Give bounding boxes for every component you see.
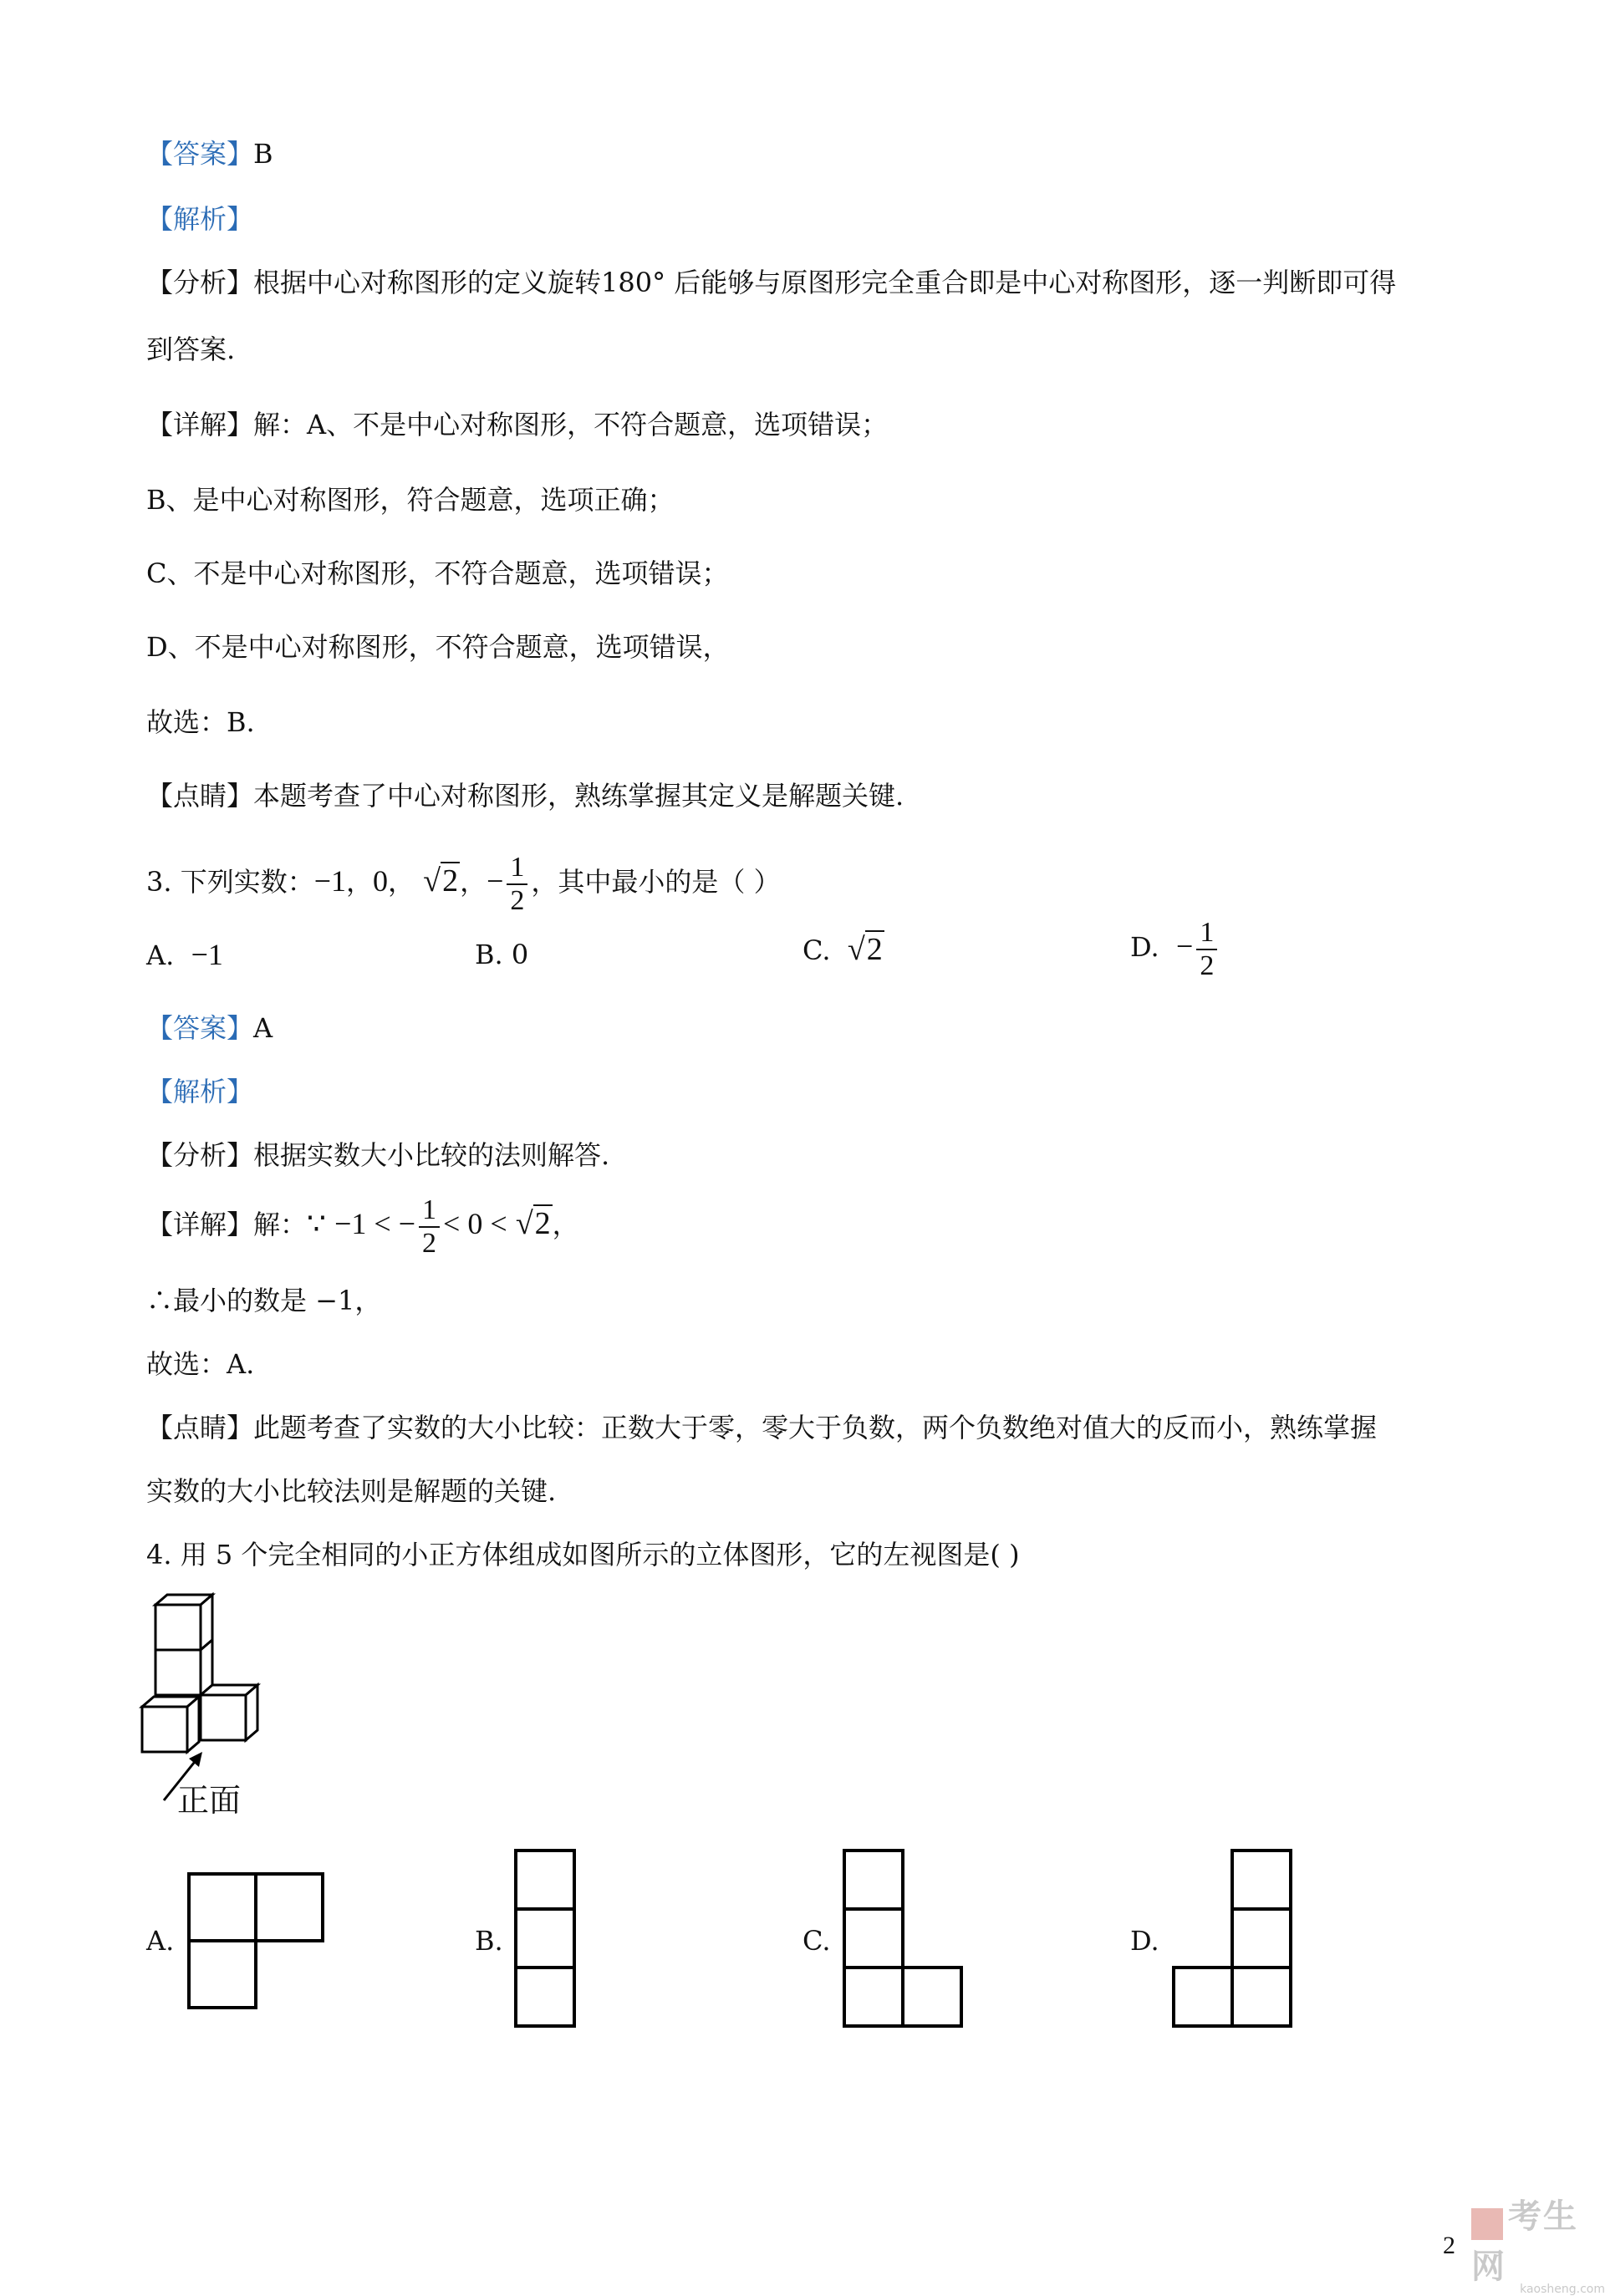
sqrt-sign-icon: √ xyxy=(847,932,865,967)
ineq-part-a: −1 < − xyxy=(334,1207,416,1240)
fenxi-tag: 【分析】 xyxy=(146,267,254,298)
page-number: 2 xyxy=(1443,2232,1455,2259)
q3-fraction xyxy=(507,852,527,917)
jiexi-tag: 【解析】 xyxy=(146,203,254,235)
sqrt-sign-icon: √ xyxy=(515,1206,533,1241)
kaosheng-logo-icon xyxy=(1471,2208,1503,2240)
ineq-num: 1 xyxy=(419,1194,440,1228)
guxuan-q2: 故选：B. xyxy=(146,706,255,738)
q3-sqrt xyxy=(423,862,460,899)
dianjing-tag: 【点睛】 xyxy=(146,780,254,812)
q3-therefore: ∴最小的数是 −1， xyxy=(146,1285,382,1316)
q3-num2: 0 xyxy=(373,864,389,898)
answer-value: A xyxy=(253,1012,273,1044)
line-b: B、是中心对称图形，符合题意，选项正确； xyxy=(146,484,675,516)
q3-opt-c-radicand: 2 xyxy=(866,932,883,967)
q3-num1: −1 xyxy=(313,864,347,898)
q3-sep3: ， xyxy=(460,866,487,898)
q3-prefix: 3. 下列实数： xyxy=(146,866,314,898)
line-d: D、不是中心对称图形，不符合题意，选项错误， xyxy=(146,631,730,663)
answer-tag: 【答案】 xyxy=(146,1012,254,1044)
dianjing-q2 xyxy=(146,777,904,814)
fenxi-text: 根据实数大小比较的法则解答. xyxy=(253,1139,610,1171)
q4-opt-a-label: A. xyxy=(146,1925,175,1957)
q4-opt-c-label: C. xyxy=(802,1925,831,1957)
q3-option-c xyxy=(802,931,884,969)
q3-opt-c-sqrt xyxy=(848,930,884,967)
q3-option-b: B. 0 xyxy=(475,939,529,970)
fenxi-text: 根据中心对称图形的定义旋转180° 后能够与原图形完全重合即是中心对称图形，逐一判断即可得 xyxy=(253,267,1397,298)
because-symbol: ∵ xyxy=(307,1207,326,1240)
answer-tag: 【答案】 xyxy=(146,138,254,170)
xiangjie-line1 xyxy=(146,406,888,443)
sqrt-sign-icon: √ xyxy=(423,863,441,899)
q4-opt-b-label: B. xyxy=(475,1925,503,1957)
q3-stem xyxy=(146,848,781,917)
q3-opt-d-minus: − xyxy=(1176,929,1194,963)
q4-option-a-figure[interactable] xyxy=(187,1872,324,2011)
dianjing-tag: 【点睛】 xyxy=(146,1412,254,1443)
fenxi-line2: 到答案. xyxy=(146,333,236,365)
ineq-end: ， xyxy=(552,1209,579,1240)
ineq-sqrt-radicand: 2 xyxy=(534,1206,551,1241)
fenxi-line1 xyxy=(146,264,1396,301)
q3-frac-num: 1 xyxy=(507,852,527,885)
q3-opt-a-value: −1 xyxy=(191,938,223,971)
dianjing-text: 本题考查了中心对称图形，熟练掌握其定义是解题关键. xyxy=(253,780,904,812)
q3-xiangjie xyxy=(146,1190,579,1260)
q3-suffix: ，其中最小的是（ ） xyxy=(531,866,781,898)
q3-dianjing-line2: 实数的大小比较法则是解题的关键. xyxy=(146,1475,557,1507)
xiangjie-tag: 【详解】 xyxy=(146,1209,254,1240)
watermark-url: kaosheng.com xyxy=(1520,2282,1605,2296)
xiangjie-text: 解：A、不是中心对称图形，不符合题意，选项错误； xyxy=(253,409,889,440)
q4-stem: 4. 用 5 个完全相同的小正方体组成如图所示的立体图形，它的左视图是( ) xyxy=(146,1539,1020,1571)
q3-option-a xyxy=(146,936,223,974)
q4-option-d-figure[interactable] xyxy=(1172,1849,1294,2031)
q3-jiexi-tag: 【解析】 xyxy=(146,1076,254,1107)
ineq-fraction xyxy=(419,1194,440,1260)
q3-frac-den: 2 xyxy=(510,884,525,916)
q3-opt-d-num: 1 xyxy=(1196,917,1217,950)
q4-option-c-figure[interactable] xyxy=(843,1849,965,2031)
q3-answer xyxy=(146,1010,273,1046)
answer-value: B xyxy=(253,138,273,170)
q3-minus: − xyxy=(487,864,504,898)
q3-option-d xyxy=(1130,913,1220,982)
q4-opt-d-label: D. xyxy=(1130,1925,1159,1957)
ineq-sqrt xyxy=(516,1204,553,1241)
q3-opt-d-label: D. xyxy=(1130,931,1159,963)
answer-line-q2 xyxy=(146,135,273,172)
q4-option-b-figure[interactable] xyxy=(514,1849,578,2031)
ineq-part-b: < 0 < xyxy=(443,1207,507,1240)
watermark xyxy=(1471,2190,1605,2296)
xiangjie-tag: 【详解】 xyxy=(146,409,254,440)
ineq-den: 2 xyxy=(422,1227,437,1259)
q3-guxuan: 故选：A. xyxy=(146,1348,255,1380)
fenxi-tag: 【分析】 xyxy=(146,1139,254,1171)
q3-sqrt-radicand: 2 xyxy=(442,863,459,899)
front-label: 正面 xyxy=(177,1782,242,1819)
q3-dianjing-line1 xyxy=(146,1409,1377,1446)
dianjing-text: 此题考查了实数的大小比较：正数大于零，零大于负数，两个负数绝对值大的反而小，熟练掌握 xyxy=(253,1412,1378,1443)
watermark-text: 考生网 xyxy=(1471,2197,1578,2286)
q3-fenxi xyxy=(146,1137,609,1173)
q3-sep1: ， xyxy=(346,866,374,898)
xiangjie-prefix: 解： xyxy=(253,1209,308,1240)
q3-opt-d-den: 2 xyxy=(1200,949,1215,981)
q3-opt-d-fraction xyxy=(1196,917,1217,982)
line-c: C、不是中心对称图形，不符合题意，选项错误； xyxy=(146,557,729,589)
q3-sep2: ， xyxy=(388,866,415,898)
q3-opt-c-label: C. xyxy=(802,934,831,966)
q3-opt-a-label: A. xyxy=(146,939,175,971)
